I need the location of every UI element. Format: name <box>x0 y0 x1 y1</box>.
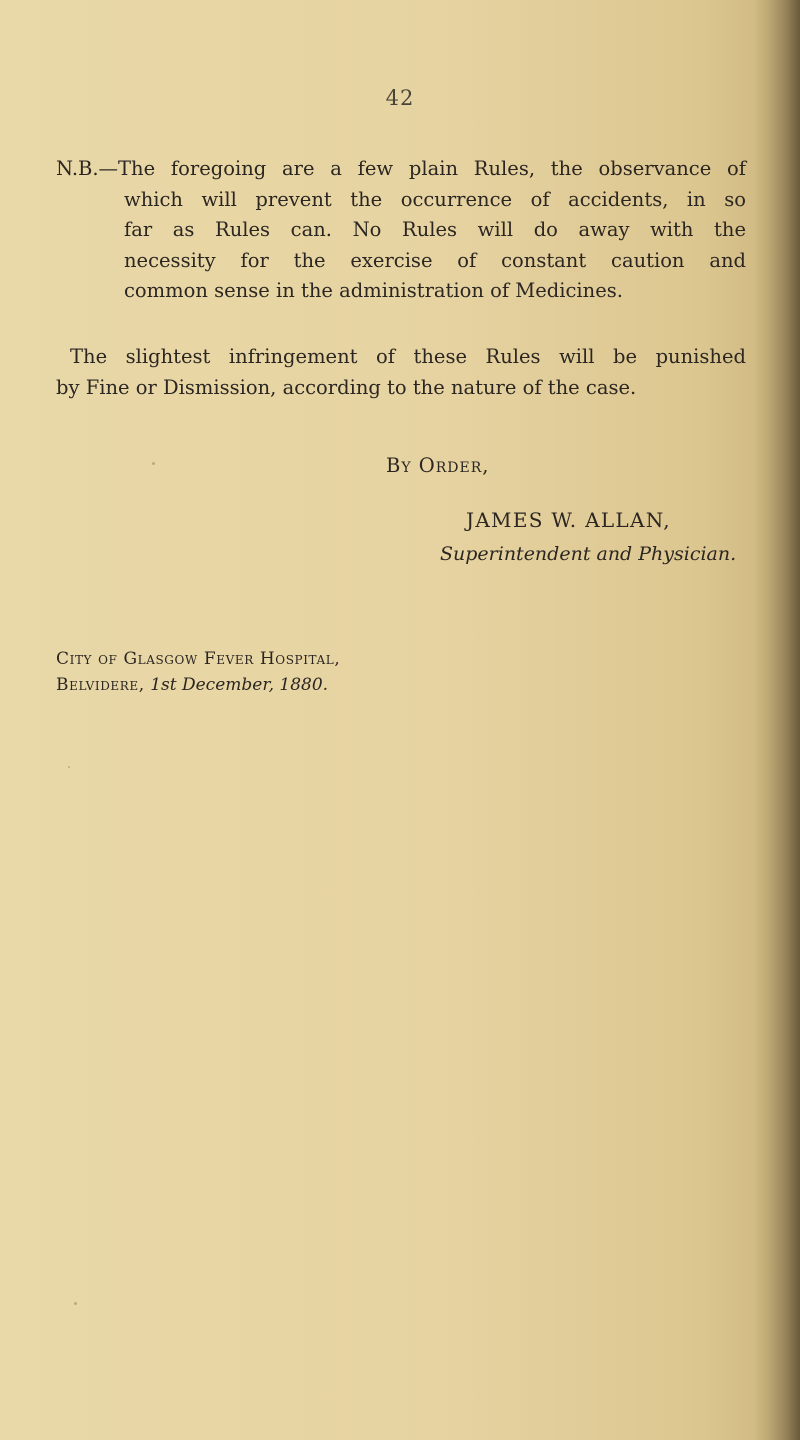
signatory-name: JAMES W. ALLAN, <box>466 508 671 532</box>
institution-date: 1st December, 1880. <box>150 675 329 695</box>
institution-name: City of Glasgow Fever Hospital, <box>56 649 341 669</box>
nb-line: N.B.—The foregoing are a few plain Rules, the observance of <box>56 157 746 180</box>
nb-line: common sense in the administration of Medicines. <box>124 279 623 302</box>
nb-line: necessity for the exercise of constant caution and <box>124 248 746 272</box>
penalty-line: by Fine or Dismission, according to the nature of the case. <box>56 375 637 399</box>
institution-block <box>56 646 340 698</box>
signatory-title: Superintendent and Physician. <box>440 543 737 565</box>
nb-line: which will prevent the occurrence of accidents, in so <box>124 187 746 211</box>
penalty-line: The slightest infringement of these Rules will be punished <box>70 345 746 368</box>
penalty-paragraph <box>56 342 746 403</box>
paper-speck <box>74 1302 77 1305</box>
by-order-heading: By Order, <box>386 454 490 477</box>
institution-place: Belvidere, <box>56 675 145 695</box>
page-binding-shadow <box>754 0 800 1440</box>
page-number: 42 <box>385 86 415 110</box>
paper-speck <box>152 462 155 465</box>
nb-line: far as Rules can. No Rules will do away with the <box>124 218 746 241</box>
paper-speck <box>68 766 70 768</box>
nb-paragraph <box>56 154 746 307</box>
